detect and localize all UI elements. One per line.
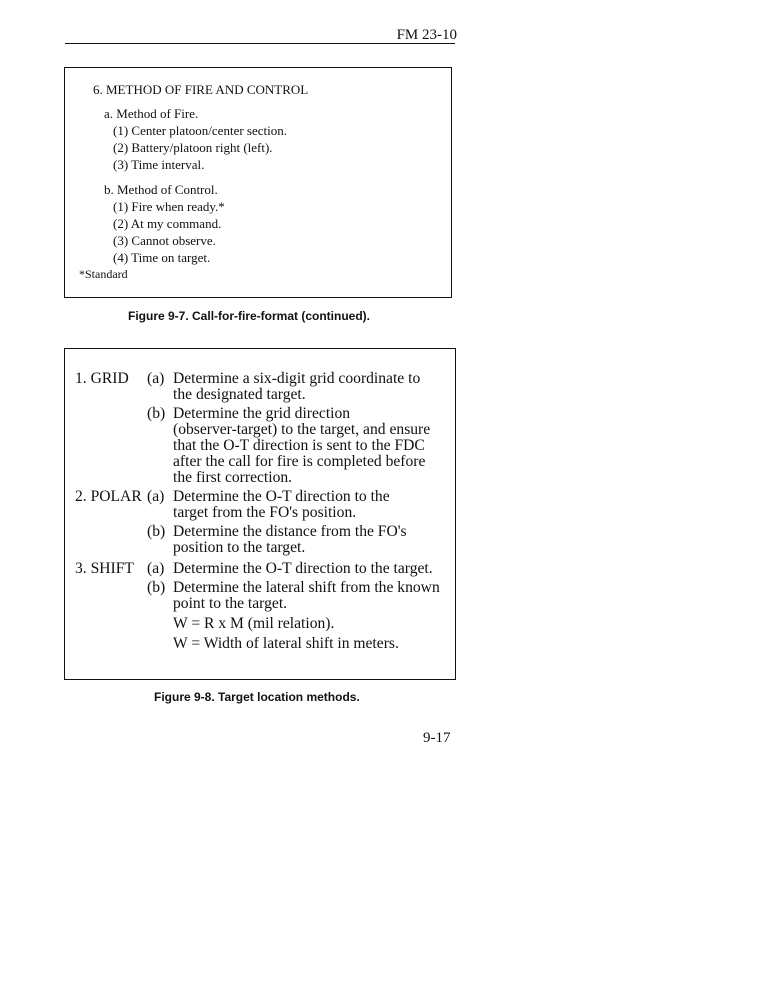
shift-formula-legend: W = Width of lateral shift in meters. <box>173 635 399 652</box>
polar-a-line: target from the FO's position. <box>173 504 357 521</box>
shift-b-line: Determine the lateral shift from the known <box>173 579 440 596</box>
grid-b-line: (observer-target) to the target, and ensure <box>173 421 431 438</box>
grid-b-line: that the O-T direction is sent to the FDC <box>173 437 425 454</box>
fire-item: (3) Time interval. <box>113 157 205 172</box>
shift-a-line: Determine the O-T direction to the target. <box>173 560 433 577</box>
grid-a-line: the designated target. <box>173 386 306 403</box>
control-item: (4) Time on target. <box>113 250 211 265</box>
control-item: (1) Fire when ready.* <box>113 199 225 214</box>
manual-code: FM 23-10 <box>396 27 457 43</box>
shift-formula: W = R x M (mil relation). <box>173 615 335 632</box>
shift-b-line: point to the target. <box>173 595 288 612</box>
header-rule <box>65 43 455 44</box>
polar-b-line: Determine the distance from the FO's <box>173 523 407 540</box>
polar-b-marker: (b) <box>147 523 166 540</box>
grid-b-line: the first correction. <box>173 469 293 486</box>
shift-b-marker: (b) <box>147 579 166 596</box>
shift-a-marker: (a) <box>147 560 165 577</box>
control-item: (3) Cannot observe. <box>113 233 216 248</box>
grid-b-line: Determine the grid direction <box>173 405 351 422</box>
grid-a-marker: (a) <box>147 370 165 387</box>
control-item: (2) At my command. <box>113 216 222 231</box>
figure-9-8-box <box>64 348 456 680</box>
fire-item: (1) Center platoon/center section. <box>113 123 287 138</box>
footnote: *Standard <box>79 267 128 281</box>
section-title: 6. METHOD OF FIRE AND CONTROL <box>93 82 309 97</box>
page-number: 9-17 <box>423 730 451 746</box>
grid-a-line: Determine a six-digit grid coordinate to <box>173 370 421 387</box>
figure-9-7-box <box>64 67 452 298</box>
grid-b-marker: (b) <box>147 405 166 422</box>
polar-label: 2. POLAR <box>75 488 142 505</box>
figure-9-7-caption: Figure 9-7. Call-for-fire-format (continued). <box>128 309 371 323</box>
method-of-fire-title: a. Method of Fire. <box>104 106 199 121</box>
polar-a-line: Determine the O-T direction to the <box>173 488 390 505</box>
grid-label: 1. GRID <box>75 370 129 387</box>
polar-a-marker: (a) <box>147 488 165 505</box>
fire-item: (2) Battery/platoon right (left). <box>113 140 273 155</box>
method-of-control-title: b. Method of Control. <box>104 182 218 197</box>
figure-9-8-caption: Figure 9-8. Target location methods. <box>154 690 360 704</box>
polar-b-line: position to the target. <box>173 539 306 556</box>
shift-label: 3. SHIFT <box>75 560 134 577</box>
grid-b-line: after the call for fire is completed before <box>173 453 426 470</box>
